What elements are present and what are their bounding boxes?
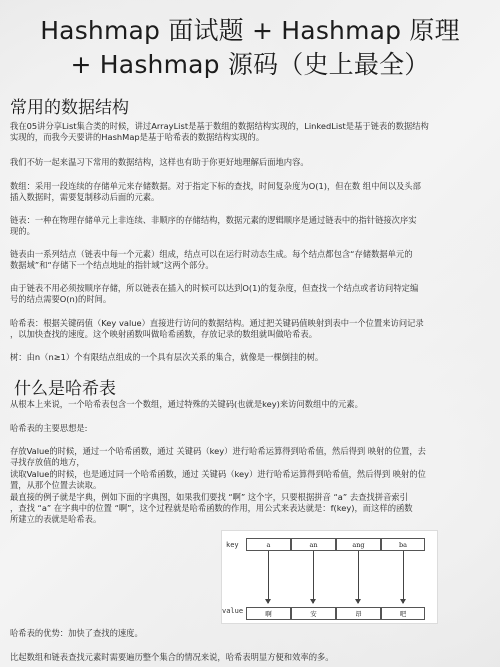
paragraph: 我们不妨一起来温习下常用的数据结构，这样也有助于你更好地理解后面地内容。 (10, 157, 309, 167)
key-label: key (226, 541, 239, 549)
title-line-2: + Hashmap 源码（史上最全） (70, 50, 430, 79)
key-cell: an (291, 538, 336, 551)
key-cell: a (246, 538, 291, 551)
paragraph: 哈希表的主要思想是: (10, 423, 88, 433)
paragraph: 我在05讲分享List集合类的时候，讲过ArrayList是基于数组的数据结构实现的，LinkedList是基于链表的数据结构 实现的，而我今天要讲的HashMap是基于哈希表的数据结构实现的。 (10, 121, 429, 143)
value-cell: 吧 (381, 607, 425, 620)
hash-table-diagram (221, 530, 438, 624)
value-label: value (222, 607, 244, 615)
key-cell: ang (336, 538, 381, 551)
paragraph: 数组：采用一段连续的存储单元来存储数据。对于指定下标的查找，时间复杂度为O(1)，但在数 组中间以及头部 插入数据时，需要复制移动后面的元素。 (10, 181, 421, 203)
arrow-icon (268, 551, 269, 603)
arrow-icon (313, 551, 314, 603)
paragraph: 从根本上来说，一个哈希表包含一个数组，通过特殊的关键码(也就是key)来访问数组中的元素。 (10, 399, 363, 409)
key-cell: ba (381, 538, 425, 551)
paragraph: 链表：一种在物理存储单元上非连续、非顺序的存储结构，数据元素的逻辑顺序是通过链表中的指针链接次序实 现的。 (10, 215, 417, 237)
paragraph: 链表由一系列结点（链表中每一个元素）组成，结点可以在运行时动态生成。每个结点都包含“存储数据单元的 数据域”和“存储下一个结点地址的指针域”这两个部分。 (10, 249, 413, 271)
arrow-icon (358, 551, 359, 603)
section-heading-hash-table: 什么是哈希表 (14, 379, 116, 399)
arrow-icon (403, 551, 404, 603)
value-cell: 安 (291, 607, 336, 620)
value-cell: 昂 (336, 607, 381, 620)
paragraph: 由于链表不用必须按顺序存储，所以链表在插入的时候可以达到O(1)的复杂度，但查找一个结点或者访问特定编 号的结点需要O(n)的时间。 (10, 283, 419, 305)
paragraph: 哈希表的优势：加快了查找的速度。 (10, 628, 143, 638)
paragraph: 哈希表：根据关键码值（Key value）直接进行访问的数据结构。通过把关键码值映射到表中一个位置来访问记录 ，以加快查找的速度。这个映射函数叫做哈希函数，存放记录的数组就叫做哈希表。 (10, 318, 424, 340)
paragraph: 存放Value的时候，通过一个哈希函数，通过 关键码（key）进行哈希运算得到哈希值，然后得到 映射的位置，去 寻找存放值的地方， 读取Value的时候，也是通过同一个哈希函数，通过 关键码（key）进行哈希运算得到哈希值，然后得到 映射的位 置，从那个位置去读取。 最直接的例子就是字典，例如下面的字典图，如果我们要找 “啊” 这个字，只要根据拼音 “a” 去查找拼音索引 ，查找 “a” 在字典中的位置 “啊”，这个过程就是哈希函数的作用，用公式来表达就是：f(key)，而这样的函数 所建立的表就是哈希表。 (10, 446, 426, 525)
title-line-1: Hashmap 面试题 + Hashmap 原理 (40, 16, 460, 45)
value-cell: 啊 (246, 607, 291, 620)
page-title (0, 14, 500, 82)
section-heading-data-structures: 常用的数据结构 (10, 98, 129, 118)
paragraph: 树：由n（n≥1）个有限结点组成的一个具有层次关系的集合，就像是一棵倒挂的树。 (10, 352, 324, 362)
paragraph: 比起数组和链表查找元素时需要遍历整个集合的情况来说，哈希表明显方便和效率的多。 (10, 652, 334, 662)
